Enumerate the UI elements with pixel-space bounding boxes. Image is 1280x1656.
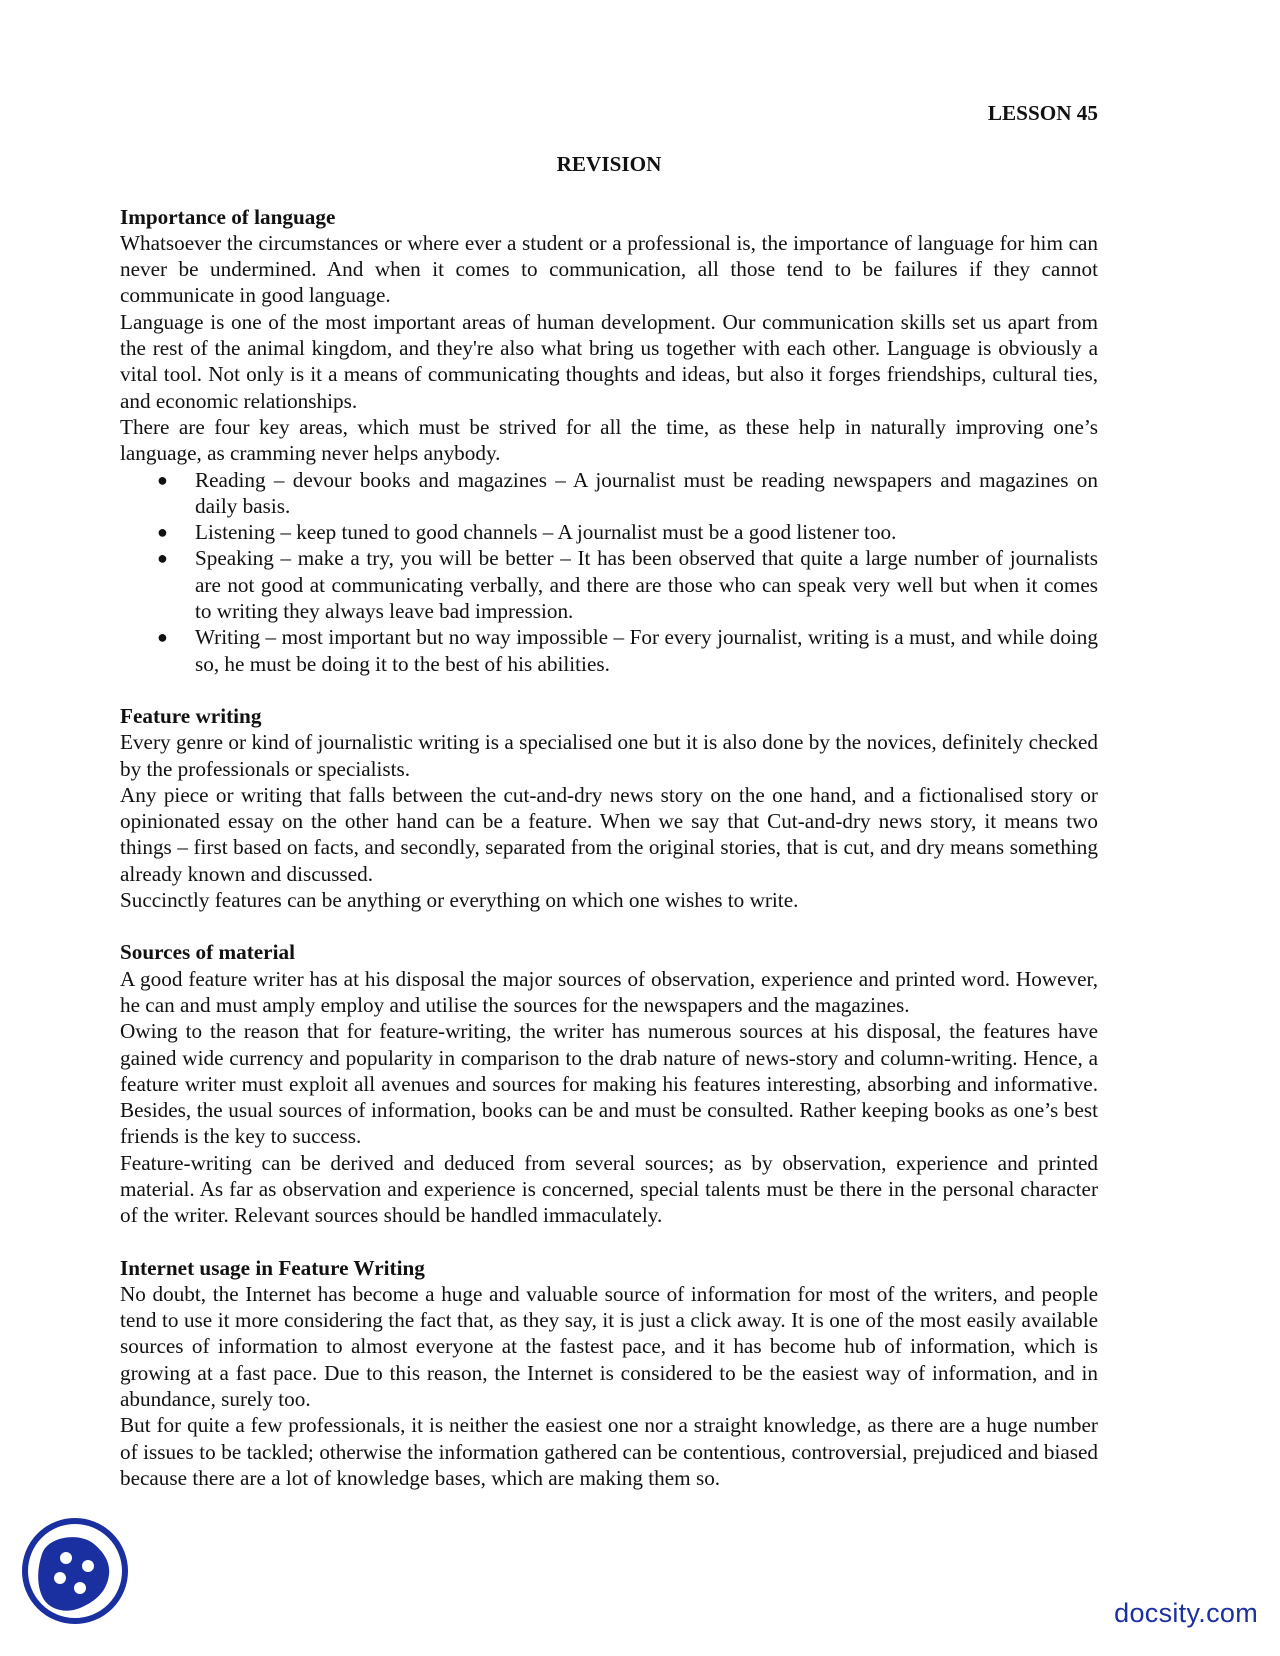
docsity-logo-icon[interactable] bbox=[20, 1516, 130, 1626]
paragraph: Whatsoever the circumstances or where ever a student or a professional is, the importance of language for him can never be undermined. And when it comes to communication, all those tend to be failures if they cannot communicate in good language. bbox=[120, 230, 1098, 308]
paragraph: No doubt, the Internet has become a huge and valuable source of information for most of the writers, and people tend to use it more considering the fact that, as they say, it is just a click away. It is one of the most easily available sources of information to almost everyone at the fastest pace, and it has become hub of information, which is growing at a fast pace. Due to this reason, the Internet is considered to be the easiest way of information, and in abundance, surely too. bbox=[120, 1281, 1098, 1412]
paragraph: Language is one of the most important areas of human development. Our communication skills set us apart from the rest of the animal kingdom, and they're also what bring us together with each other. Language is obviously a vital tool. Not only is it a means of communicating thoughts and ideas, but also it forges friendships, cultural ties, and economic relationships. bbox=[120, 309, 1098, 413]
section-heading: Importance of language bbox=[120, 204, 336, 229]
paragraph: But for quite a few professionals, it is neither the easiest one nor a straight knowledge, as there are a huge number of issues to be tackled; otherwise the information gathered can be contentious, controversial, prejudiced and biased because there are a lot of knowledge bases, which are making them so. bbox=[120, 1413, 1098, 1490]
document-page bbox=[120, 100, 1098, 1517]
list-item bbox=[120, 624, 1098, 677]
list-item bbox=[120, 519, 1098, 545]
paragraph: Every genre or kind of journalistic writing is a specialised one but it is also done by the novices, definitely checked by the professionals or specialists. bbox=[120, 730, 1098, 781]
section-heading: Sources of material bbox=[120, 940, 295, 965]
paragraph: Feature-writing can be derived and deduced from several sources; as by observation, experience and printed material. As far as observation and experience is concerned, special talents must be there in the personal character of the writer. Relevant sources should be handled immaculately. bbox=[120, 1150, 1098, 1228]
paragraph: There are four key areas, which must be strived for all the time, as these help in naturally improving one’s language, as cramming never helps anybody. bbox=[120, 414, 1098, 466]
section-feature-writing bbox=[120, 703, 1098, 913]
list-item-text: Listening – keep tuned to good channels – A journalist must be a good listener too. bbox=[195, 520, 897, 545]
list-item-text: Speaking – make a try, you will be better – It has been observed that quite a large number of journalists are not good at communicating verbally, and there are those who can speak very well but when it comes to writing they always leave bad impression. bbox=[195, 546, 1098, 624]
list-item bbox=[120, 467, 1098, 520]
list-item bbox=[120, 545, 1098, 624]
paragraph: Owing to the reason that for feature-writing, the writer has numerous sources at his disposal, the features have gained wide currency and popularity in comparison to the drab nature of news-story and column-writing. Hence, a feature writer must exploit all avenues and sources for making his features interesting, absorbing and informative. Besides, the usual sources of information, books can be and must be consulted. Rather keeping books as one’s best friends is the key to success. bbox=[120, 1019, 1098, 1149]
section-importance-of-language bbox=[120, 204, 1098, 677]
section-heading: Internet usage in Feature Writing bbox=[120, 1255, 425, 1280]
paragraph: A good feature writer has at his disposal the major sources of observation, experience and printed word. However, he can and must amply employ and utilise the sources for the newspapers and the magazines. bbox=[120, 966, 1098, 1017]
paragraph: Any piece or writing that falls between the cut-and-dry news story on the one hand, and a fictionalised story or opinionated essay on the other hand can be a feature. When we say that Cut-and-dry news story, it means two things – first based on facts, and secondly, separated from the original stories, that is cut, and dry means something already known and discussed. bbox=[120, 782, 1098, 886]
brand-link[interactable]: docsity.com bbox=[1114, 1598, 1258, 1628]
paragraph: Succinctly features can be anything or everything on which one wishes to write. bbox=[120, 888, 799, 913]
bullet-icon: ● bbox=[157, 627, 168, 648]
bullet-icon: ● bbox=[157, 548, 168, 569]
list-item-text: Reading – devour books and magazines – A journalist must be reading newspapers and magazines on daily basis. bbox=[195, 467, 1098, 518]
bullet-list bbox=[120, 467, 1098, 677]
section-sources-of-material bbox=[120, 939, 1098, 1228]
page-title: REVISION bbox=[556, 152, 662, 177]
logo-svg bbox=[20, 1516, 130, 1626]
section-heading: Feature writing bbox=[120, 703, 262, 728]
list-item-text: Writing – most important but no way impossible – For every journalist, writing is a must, and while doing so, he must be doing it to the best of his abilities. bbox=[195, 625, 1098, 676]
section-internet-usage bbox=[120, 1255, 1098, 1492]
lesson-number: LESSON 45 bbox=[987, 101, 1098, 125]
bullet-icon: ● bbox=[157, 469, 168, 490]
bullet-icon: ● bbox=[157, 522, 168, 543]
